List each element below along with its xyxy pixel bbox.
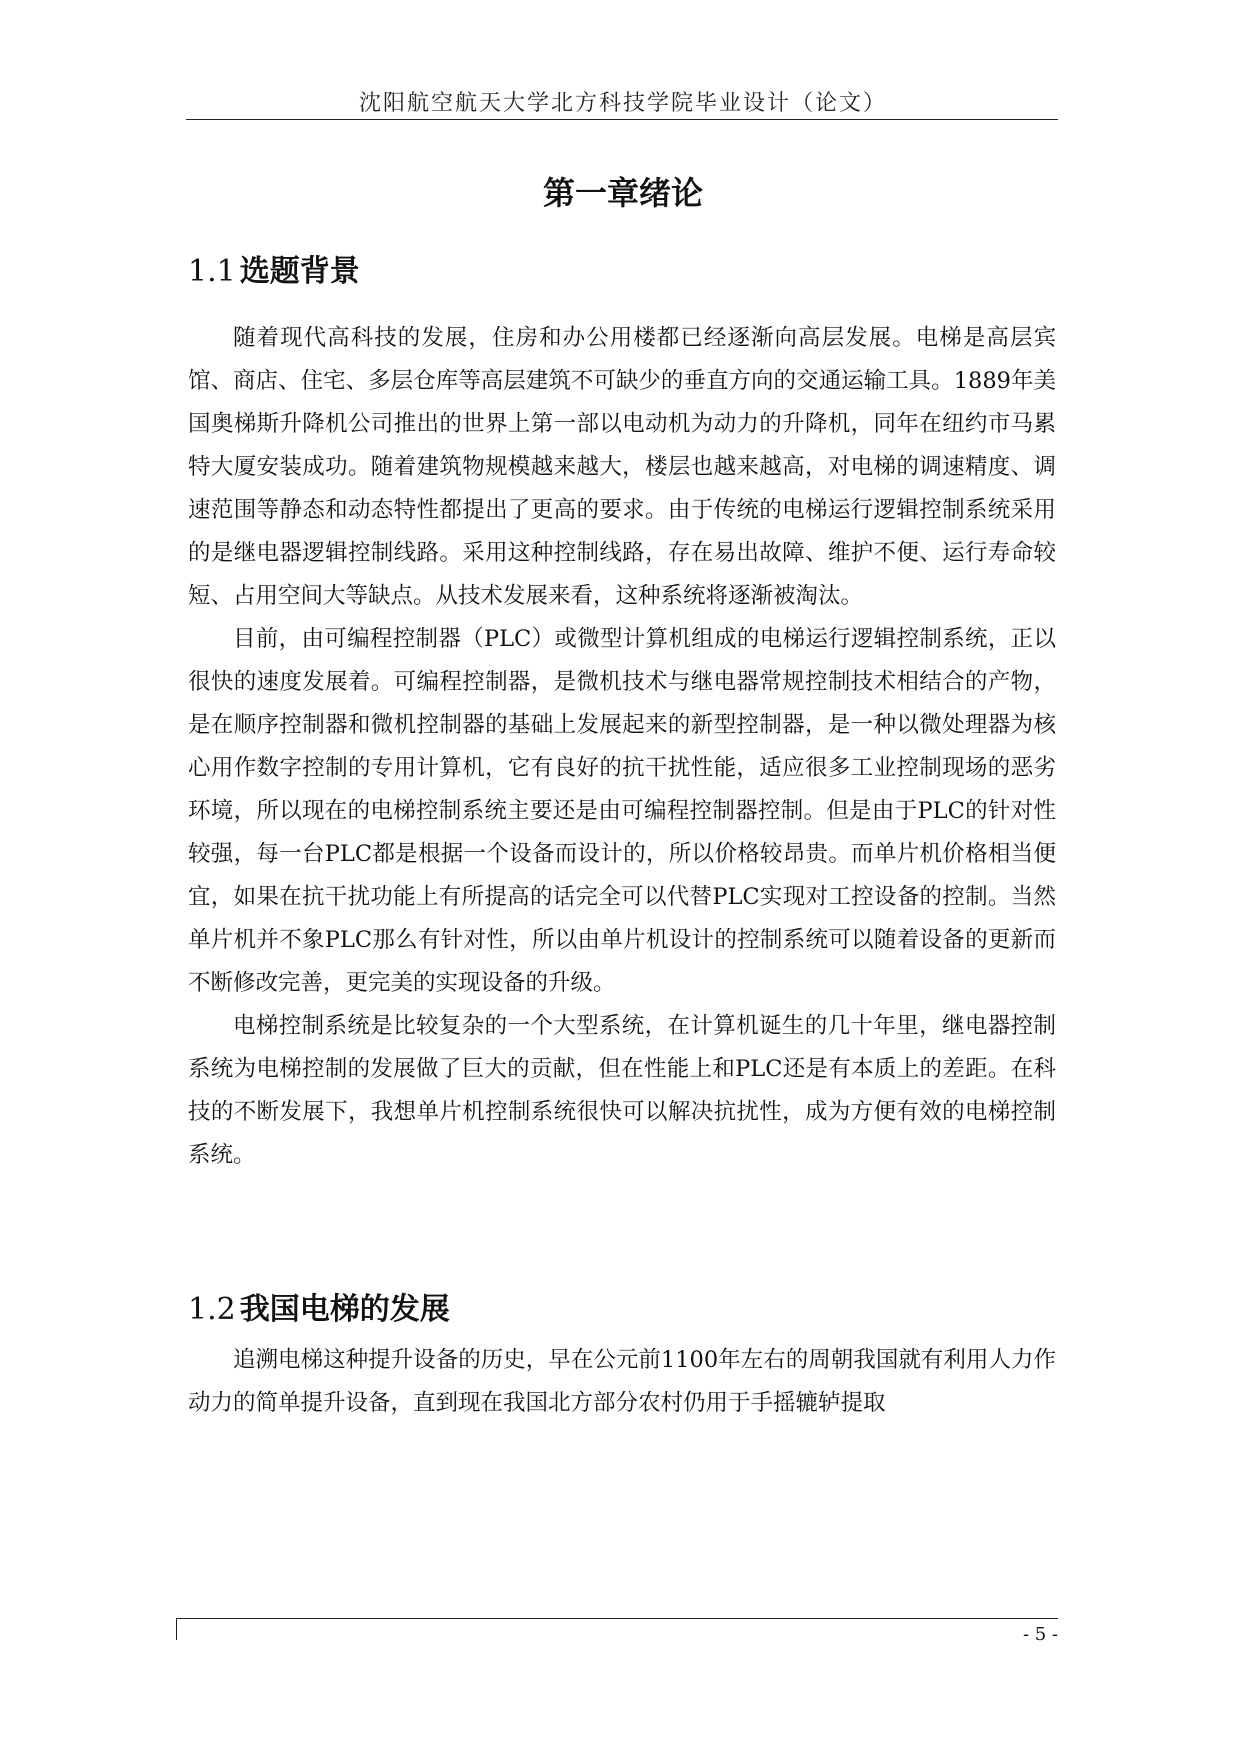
section-1-2-body [188,1339,1056,1425]
section-title-text: 选题背景 [239,254,360,289]
header-divider [186,119,1058,120]
section-title-text: 我国电梯的发展 [239,1292,450,1327]
section-heading-1-2 [188,1284,450,1328]
section-number: 1.1 [188,254,236,289]
footer-divider [176,1618,1058,1619]
section-1-1-body [188,317,1056,1177]
paragraph: 追溯电梯这种提升设备的历史，早在公元前1100年左右的周朝我国就有利用人力作动力的简单提升设备，直到现在我国北方部分农村仍用于手摇辘轳提取 [188,1347,1056,1416]
section-heading-1-1 [188,246,360,290]
paragraph: 电梯控制系统是比较复杂的一个大型系统，在计算机诞生的几十年里，继电器控制系统为电梯控制的发展做了巨大的贡献，但在性能上和PLC还是有本质上的差距。在科技的不断发展下，我想单片机控制系统很快可以解决抗扰性，成为方便有效的电梯控制系统。 [188,1013,1056,1168]
paragraph: 随着现代高科技的发展，住房和办公用楼都已经逐渐向高层发展。电梯是高层宾馆、商店、住宅、多层仓库等高层建筑不可缺少的垂直方向的交通运输工具。1889年美国奥梯斯升降机公司推出的世界上第一部以电动机为动力的升降机，同年在纽约市马累特大厦安装成功。随着建筑物规模越来越大，楼层也越来越高，对电梯的调速精度、调速范围等静态和动态特性都提出了更高的要求。由于传统的电梯运行逻辑控制系统采用的是继电器逻辑控制线路。采用这种控制线路，存在易出故障、维护不便、运行寿命较短、占用空间大等缺点。从技术发展来看，这种系统将逐渐被淘汰。 [188,325,1056,609]
footer-corner-mark [176,1618,177,1640]
page-number: - 5 - [1022,1624,1058,1645]
chapter-title: 第一章绪论 [542,174,703,212]
section-number: 1.2 [188,1292,236,1327]
running-header: 沈阳航空航天大学北方科技学院毕业设计（论文） [358,91,887,116]
paragraph: 目前，由可编程控制器（PLC）或微型计算机组成的电梯运行逻辑控制系统，正以很快的速度发展着。可编程控制器，是微机技术与继电器常规控制技术相结合的产物，是在顺序控制器和微机控制器的基础上发展起来的新型控制器，是一种以微处理器为核心用作数字控制的专用计算机，它有良好的抗干扰性能，适应很多工业控制现场的恶劣环境，所以现在的电梯控制系统主要还是由可编程控制器控制。但是由于PLC的针对性较强，每一台PLC都是根据一个设备而设计的，所以价格较昂贵。而单片机价格相当便宜，如果在抗干扰功能上有所提高的话完全可以代替PLC实现对工控设备的控制。当然单片机并不象PLC那么有针对性，所以由单片机设计的控制系统可以随着设备的更新而不断修改完善，更完美的实现设备的升级。 [188,626,1056,996]
